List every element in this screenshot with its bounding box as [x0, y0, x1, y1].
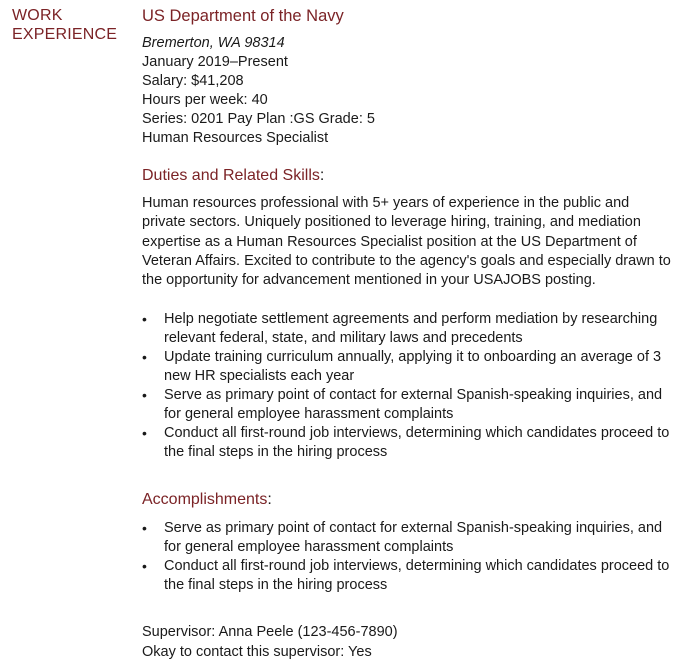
list-item-text: Help negotiate settlement agreements and perform mediation by researching relevant federal, state, and military laws and precedents — [164, 311, 658, 347]
list-item-text: Serve as primary point of contact for external Spanish-speaking inquiries, and for general employee harassment complaints — [164, 387, 663, 423]
duties-heading-text: Duties and Related Skills — [142, 167, 320, 184]
supervisor-info — [142, 623, 672, 662]
job-meta — [142, 34, 672, 148]
section-label-work-experience: WORK EXPERIENCE — [12, 7, 118, 43]
job-hours: Hours per week: 40 — [142, 92, 268, 108]
job-series: Series: 0201 Pay Plan :GS Grade: 5 — [142, 111, 375, 127]
job-salary: Salary: $41,208 — [142, 73, 244, 89]
bullet-icon: • — [142, 520, 147, 537]
duties-heading-colon: : — [319, 167, 325, 184]
accomplishments-list — [142, 519, 672, 595]
bullet-icon: • — [142, 311, 147, 328]
accomplishments-heading — [142, 490, 672, 510]
list-item — [142, 519, 672, 557]
bullet-icon: • — [142, 349, 147, 366]
list-item — [142, 386, 672, 424]
job-dates: January 2019–Present — [142, 54, 288, 70]
list-item — [142, 348, 672, 386]
supervisor-name: Supervisor: Anna Peele (123-456-7890) — [142, 624, 398, 641]
duties-heading — [142, 166, 672, 186]
job-entry — [142, 6, 672, 662]
list-item — [142, 310, 672, 348]
bullet-icon: • — [142, 387, 147, 404]
list-item-text: Update training curriculum annually, applying it to onboarding an average of 3 new HR specialists each year — [164, 349, 662, 385]
list-item-text: Conduct all first-round job interviews, determining which candidates proceed to the final steps in the hiring process — [164, 558, 670, 594]
accomplishments-heading-text: Accomplishments — [142, 491, 268, 509]
bullet-icon: • — [142, 558, 147, 575]
accomplishments-heading-colon: : — [267, 491, 272, 509]
duties-summary: Human resources professional with 5+ years of experience in the public and private sectors. Uniquely positioned to leverage hiring, training, and mediation expertise as a Human Resources Specialist position at the US Department of Veteran Affairs. Excited to contribute to the agency's goals and especially drawn to the opportunity for advancement mentioned in your USAJOBS posting. — [142, 195, 671, 289]
job-location: Bremerton, WA 98314 — [142, 35, 285, 51]
list-item — [142, 557, 672, 595]
duties-list — [142, 310, 672, 462]
list-item-text: Conduct all first-round job interviews, determining which candidates proceed to the final steps in the hiring process — [164, 425, 670, 461]
job-title: Human Resources Specialist — [142, 130, 329, 146]
employer-name: US Department of the Navy — [142, 7, 344, 25]
bullet-icon: • — [142, 425, 147, 442]
list-item-text: Serve as primary point of contact for external Spanish-speaking inquiries, and for general employee harassment complaints — [164, 520, 663, 556]
list-item — [142, 424, 672, 462]
supervisor-contact-permission: Okay to contact this supervisor: Yes — [142, 643, 372, 660]
